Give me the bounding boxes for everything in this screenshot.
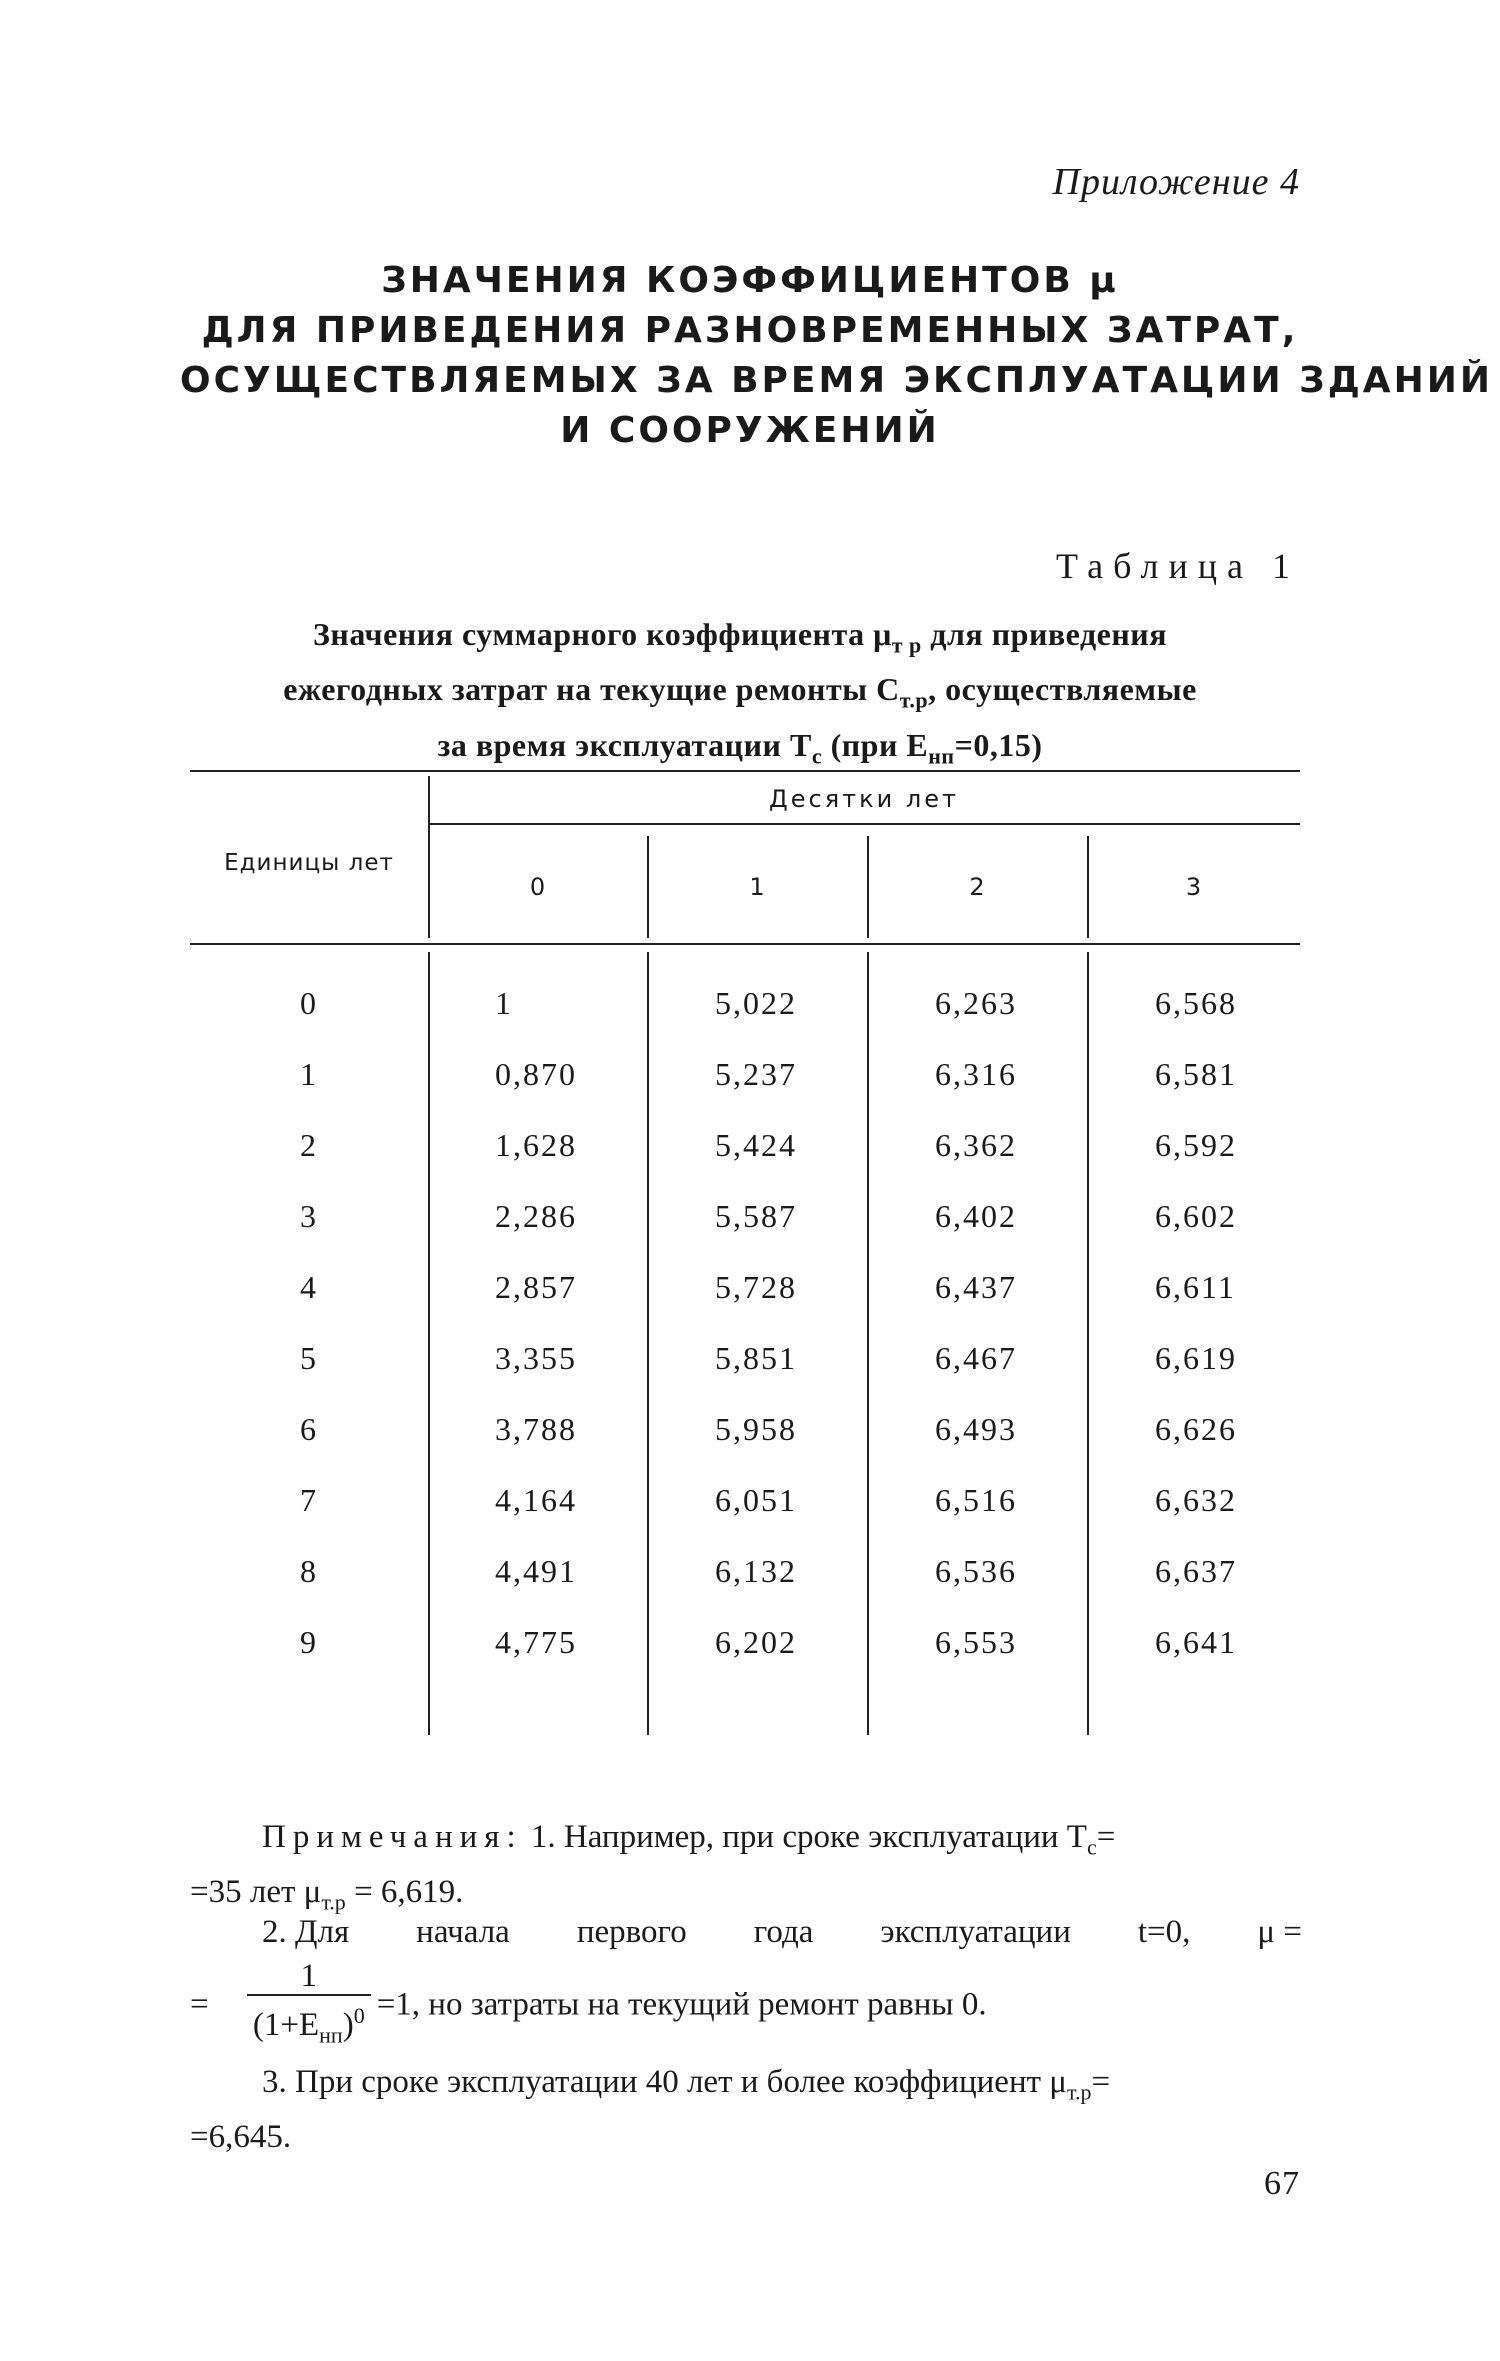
table-row [190,1056,1300,1127]
fraction [247,1958,371,2056]
title-line: ДЛЯ ПРИВЕДЕНИЯ РАЗНОВРЕМЕННЫХ ЗАТРАТ, [201,310,1299,351]
value-cell: 4,164 [495,1482,577,1518]
note-subscript: т.р [321,1889,346,1915]
value-cell: 6,637 [1155,1553,1237,1589]
value-cell: 6,592 [1155,1127,1237,1163]
note-3 [190,2060,1302,2159]
unit-cell: 7 [300,1482,318,1518]
fraction-denominator [247,1996,371,2056]
value-cell: 6,581 [1155,1056,1237,1092]
value-cell: 5,424 [715,1127,797,1163]
value-cell: 3,788 [495,1411,577,1447]
note-word: года [753,1914,814,1950]
caption-text: (при E [822,726,929,763]
table-row [190,1482,1300,1553]
table-row [190,1624,1300,1695]
table-row [190,1340,1300,1411]
value-cell: 6,362 [935,1127,1017,1163]
units-header: Единицы лет [224,850,394,876]
value-cell: 6,619 [1155,1340,1237,1376]
note-word: начала [416,1914,510,1950]
value-cell: 4,491 [495,1553,577,1589]
table-top-rule [190,770,1300,772]
note-text: ) [342,2007,354,2043]
note-text: = [1096,1819,1116,1855]
note-line [190,1958,1302,2056]
note-line [190,1815,1302,1870]
value-cell: 2,857 [495,1269,577,1305]
caption-line [180,667,1300,722]
table-row [190,1198,1300,1269]
value-cell: 1 [495,985,513,1021]
note-text: =1, но затраты на текущий ремонт равны 0. [376,1986,987,2023]
value-cell: 5,728 [715,1269,797,1305]
caption-subscript: с [811,743,823,769]
value-cell: 6,437 [935,1269,1017,1305]
note-word: μ = [1257,1914,1302,1950]
value-cell: 5,958 [715,1411,797,1447]
title-line: И СООРУЖЕНИЙ [560,410,940,451]
note-line [190,2060,1302,2115]
note-word: t=0, [1137,1914,1191,1950]
table-row [190,1269,1300,1340]
value-cell: 5,851 [715,1340,797,1376]
note-text: (1+E [252,2007,320,2043]
value-cell: 6,316 [935,1056,1017,1092]
table-row [190,1411,1300,1482]
caption-text: для приведения [921,616,1168,652]
unit-cell: 8 [300,1553,318,1589]
value-cell: 6,402 [935,1198,1017,1234]
note-word: эксплуатации [880,1914,1071,1950]
note-1 [190,1815,1302,1924]
caption-text: за время эксплуатации T [437,726,812,763]
value-cell: 6,051 [715,1482,797,1518]
value-cell: 0,870 [495,1056,577,1092]
header-divider-rule [428,823,1300,825]
note-word: 2. Для [262,1914,350,1950]
value-cell: 5,587 [715,1198,797,1234]
note-subscript: нп [319,2022,343,2048]
value-cell: 6,602 [1155,1198,1237,1234]
caption-subscript: т.р [899,687,929,713]
value-cell: 3,355 [495,1340,577,1376]
value-cell: 5,022 [715,985,797,1021]
value-cell: 2,286 [495,1198,577,1234]
value-cell: 6,553 [935,1624,1017,1660]
value-cell: 6,132 [715,1553,797,1589]
table-row [190,985,1300,1056]
value-cell: 6,536 [935,1553,1017,1589]
title-line: ОСУЩЕСТВЛЯЕМЫХ ЗА ВРЕМЯ ЭКСПЛУАТАЦИИ ЗДАНИЙ [180,360,1494,401]
header-bottom-rule [190,943,1300,945]
unit-cell: 0 [300,985,318,1021]
note-line [190,1910,1302,1954]
decade-column-header: 2 [969,873,985,901]
note-subscript: с [1086,1834,1097,1860]
unit-cell: 2 [300,1127,318,1163]
value-cell: 4,775 [495,1624,577,1660]
unit-cell: 3 [300,1198,318,1234]
note-text: 3. При сроке эксплуатации 40 лет и более коэффициент μ [262,2064,1067,2100]
unit-cell: 6 [300,1411,318,1447]
fraction-numerator: 1 [300,1958,318,1994]
table-row [190,1553,1300,1624]
caption-text: , осуществляемые [928,671,1197,708]
value-cell: 6,467 [935,1340,1017,1376]
unit-cell: 4 [300,1269,318,1305]
table-body [190,985,1300,1695]
note-superscript: 0 [353,2003,365,2028]
main-title [180,256,1494,456]
table-label: Таблица 1 [1056,546,1300,586]
caption-text: ежегодных затрат на текущие ремонты C [283,671,900,708]
decade-column-header: 1 [749,873,765,901]
decades-header: Десятки лет [769,785,959,813]
value-cell: 6,626 [1155,1411,1237,1447]
value-cell: 6,632 [1155,1482,1237,1518]
note-line: =6,645. [190,2118,292,2155]
note-text: = 6,619. [345,1873,464,1910]
caption-line [180,612,1300,667]
page-number: 67 [1264,2165,1300,2202]
unit-cell: 5 [300,1340,318,1376]
decade-column-header: 3 [1185,873,1202,901]
value-cell: 6,263 [935,985,1017,1021]
value-cell: 6,493 [935,1411,1017,1447]
value-cell: 6,611 [1155,1269,1236,1305]
caption-subscript: нп [928,743,955,769]
value-cell: 6,568 [1155,985,1237,1021]
note-text: = [1091,2064,1111,2100]
note-text: = [190,1986,209,2023]
unit-cell: 1 [300,1056,318,1092]
notes-heading: Примечания: [262,1819,523,1855]
caption-subscript: т р [891,632,922,658]
value-cell: 6,516 [935,1482,1017,1518]
value-cell: 6,202 [715,1624,797,1660]
notes-lead [262,1815,1115,1870]
unit-cell: 9 [300,1624,318,1660]
value-cell: 1,628 [495,1127,577,1163]
table-row [190,1127,1300,1198]
note-2 [190,1910,1302,2056]
note-subscript: т.р [1066,2079,1092,2105]
value-cell: 5,237 [715,1056,797,1092]
caption-text: Значения суммарного коэффициента μ [312,616,892,652]
value-cell: 6,641 [1155,1624,1237,1660]
decade-column-header: 0 [529,873,546,901]
note-word: первого [576,1914,687,1950]
caption-text: =0,15) [954,726,1043,763]
appendix-label: Приложение 4 [1052,161,1300,203]
title-line: ЗНАЧЕНИЯ КОЭФФИЦИЕНТОВ μ [381,260,1119,301]
note-text: 1. Например, при сроке эксплуатации T [530,1819,1087,1855]
table-caption [180,612,1300,778]
note-text: =35 лет μ [190,1873,322,1910]
